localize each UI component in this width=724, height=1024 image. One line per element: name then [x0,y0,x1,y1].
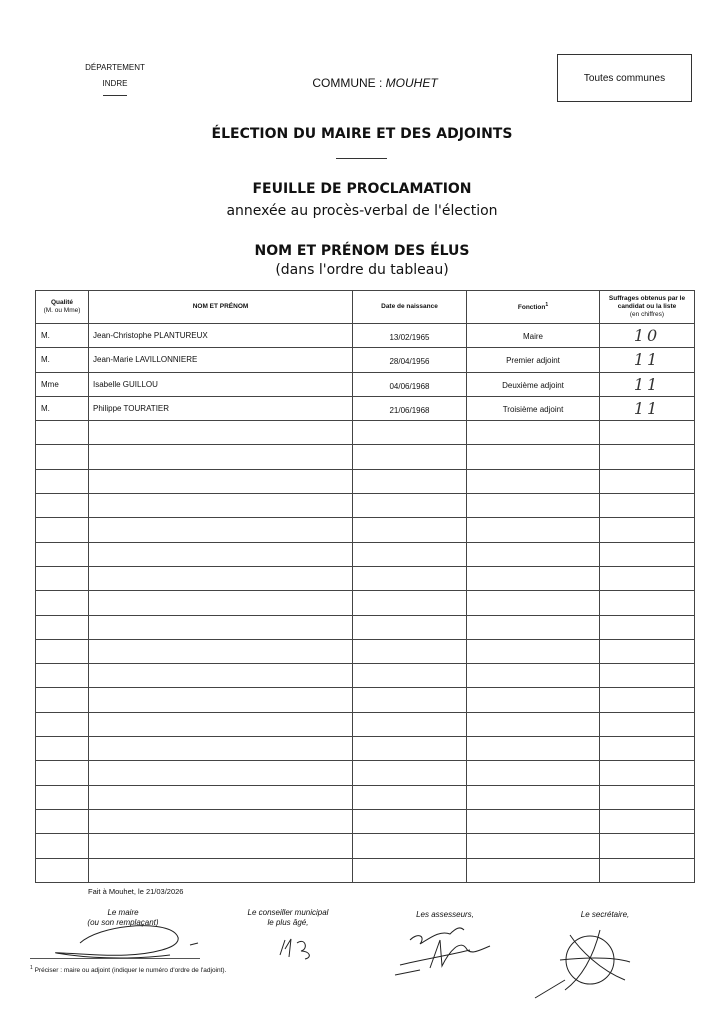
table-row [36,396,695,420]
header-suffrages: Suffrages obtenus par le candidat ou la liste (en chiffres) [600,291,695,324]
cell-nom [89,834,353,858]
cell-suffrages [600,494,695,518]
cell-date [353,421,467,445]
cell-fonction: Premier adjoint [467,348,600,372]
table-row [36,566,695,590]
cell-nom: Jean-Marie LAVILLONNIERE [89,348,353,372]
maire-signature-label: Le maire (ou son remplaçant) [87,908,159,927]
cell-qualite [36,712,89,736]
cell-date [353,542,467,566]
cell-nom: Jean-Christophe PLANTUREUX [89,324,353,348]
cell-date: 28/04/1956 [353,348,467,372]
cell-fonction [467,469,600,493]
cell-suffrages [600,664,695,688]
cell-date [353,639,467,663]
cell-qualite [36,445,89,469]
header-nom: NOM ET PRÉNOM [89,291,353,324]
cell-fonction [467,858,600,882]
cell-qualite [36,421,89,445]
commune-line [270,76,480,90]
cell-qualite [36,494,89,518]
departement-value: INDRE [102,79,128,88]
cell-date [353,809,467,833]
table-row [36,785,695,809]
cell-suffrages [600,785,695,809]
cell-date: 21/06/1968 [353,396,467,420]
table-row [36,348,695,372]
cell-date [353,566,467,590]
cell-fonction [467,566,600,590]
cell-suffrages [600,469,695,493]
cell-nom [89,591,353,615]
departement-divider [103,95,127,96]
cell-suffrages [600,591,695,615]
cell-nom [89,639,353,663]
table-row [36,664,695,688]
table-row [36,469,695,493]
title-divider [336,158,387,159]
names-subtitle: (dans l'ordre du tableau) [275,262,449,278]
cell-fonction [467,712,600,736]
cell-date [353,688,467,712]
table-row [36,542,695,566]
cell-suffrages [600,688,695,712]
departement-label: DÉPARTEMENT [85,63,145,72]
table-row [36,834,695,858]
cell-qualite [36,518,89,542]
cell-date [353,761,467,785]
cell-suffrages [600,615,695,639]
assesseurs-signature-label: Les assesseurs, [416,910,474,919]
cell-qualite [36,591,89,615]
cell-suffrages [600,761,695,785]
cell-nom [89,737,353,761]
cell-qualite [36,737,89,761]
cell-suffrages [600,639,695,663]
cell-nom [89,688,353,712]
table-row [36,445,695,469]
cell-suffrages: 11 [600,396,695,420]
cell-nom [89,664,353,688]
table-row [36,615,695,639]
footnote-divider [30,958,200,959]
header-qualite: Qualité (M. ou Mme) [36,291,89,324]
cell-nom [89,469,353,493]
departement-block [60,60,170,96]
cell-date [353,494,467,518]
cell-date [353,712,467,736]
cell-date [353,469,467,493]
cell-fonction [467,737,600,761]
cell-nom [89,566,353,590]
cell-date [353,664,467,688]
cell-qualite [36,858,89,882]
header-date: Date de naissance [353,291,467,324]
fait-line: Fait à Mouhet, le 21/03/2026 [88,887,184,896]
secretaire-signature [530,920,640,1000]
cell-suffrages [600,518,695,542]
cell-nom [89,615,353,639]
cell-qualite [36,615,89,639]
table-row [36,421,695,445]
cell-suffrages [600,542,695,566]
table-row [36,809,695,833]
commune-value: MOUHET [385,76,438,90]
assesseurs-signature [390,920,500,990]
conseiller-signature-label: Le conseiller municipal le plus âgé, [247,908,329,927]
cell-fonction: Troisième adjoint [467,396,600,420]
cell-fonction [467,542,600,566]
cell-suffrages [600,421,695,445]
table-row [36,518,695,542]
cell-qualite: M. [36,324,89,348]
cell-qualite [36,809,89,833]
cell-suffrages [600,445,695,469]
cell-qualite [36,542,89,566]
cell-qualite [36,761,89,785]
cell-qualite: M. [36,348,89,372]
cell-suffrages [600,809,695,833]
cell-nom [89,542,353,566]
table-row [36,712,695,736]
cell-fonction [467,688,600,712]
cell-date [353,834,467,858]
table-row [36,639,695,663]
table-row [36,858,695,882]
table-row [36,761,695,785]
cell-fonction [467,518,600,542]
cell-date [353,615,467,639]
cell-suffrages: 11 [600,372,695,396]
cell-fonction [467,421,600,445]
cell-nom [89,421,353,445]
cell-qualite [36,566,89,590]
cell-qualite [36,688,89,712]
secretaire-signature-label: Le secrétaire, [580,910,630,919]
cell-date [353,591,467,615]
cell-fonction [467,494,600,518]
cell-suffrages: 10 [600,324,695,348]
cell-suffrages [600,834,695,858]
table-row [36,372,695,396]
cell-qualite [36,785,89,809]
commune-label: COMMUNE : [312,76,386,90]
table-row [36,688,695,712]
cell-suffrages [600,858,695,882]
cell-fonction: Maire [467,324,600,348]
table-header-row [36,291,695,324]
cell-suffrages [600,737,695,761]
scope-box-text: Toutes communes [583,73,666,84]
table-row [36,494,695,518]
sheet-subtitle: annexée au procès-verbal de l'élection [226,203,498,219]
cell-fonction [467,615,600,639]
cell-date [353,858,467,882]
cell-fonction [467,664,600,688]
table-row [36,737,695,761]
table-row [36,324,695,348]
cell-fonction [467,591,600,615]
scope-box [557,54,692,102]
elected-table [35,290,695,883]
names-title: NOM ET PRÉNOM DES ÉLUS [254,243,470,259]
cell-nom [89,518,353,542]
cell-suffrages [600,566,695,590]
cell-nom: Philippe TOURATIER [89,396,353,420]
cell-fonction [467,761,600,785]
main-title: ÉLECTION DU MAIRE ET DES ADJOINTS [211,126,513,142]
table-row [36,591,695,615]
cell-nom [89,761,353,785]
cell-qualite [36,664,89,688]
cell-suffrages [600,712,695,736]
cell-fonction [467,639,600,663]
cell-nom [89,494,353,518]
cell-date: 13/02/1965 [353,324,467,348]
cell-date: 04/06/1968 [353,372,467,396]
cell-suffrages: 11 [600,348,695,372]
cell-nom [89,858,353,882]
cell-fonction [467,809,600,833]
cell-date [353,445,467,469]
cell-qualite [36,639,89,663]
cell-nom [89,445,353,469]
cell-qualite: M. [36,396,89,420]
header-fonction: Fonction$^1$ [467,291,600,324]
cell-nom: Isabelle GUILLOU [89,372,353,396]
cell-nom [89,712,353,736]
cell-qualite [36,834,89,858]
cell-fonction: Deuxième adjoint [467,372,600,396]
cell-date [353,518,467,542]
cell-date [353,785,467,809]
cell-qualite [36,469,89,493]
cell-qualite: Mme [36,372,89,396]
cell-fonction [467,785,600,809]
cell-nom [89,809,353,833]
conseiller-signature [275,935,335,965]
cell-fonction [467,445,600,469]
cell-nom [89,785,353,809]
footnote: $^1$ Préciser : maire ou adjoint (indiquer le numéro d'ordre de l'adjoint). [30,965,227,975]
sheet-title: FEUILLE DE PROCLAMATION [252,181,472,197]
cell-date [353,737,467,761]
cell-fonction [467,834,600,858]
